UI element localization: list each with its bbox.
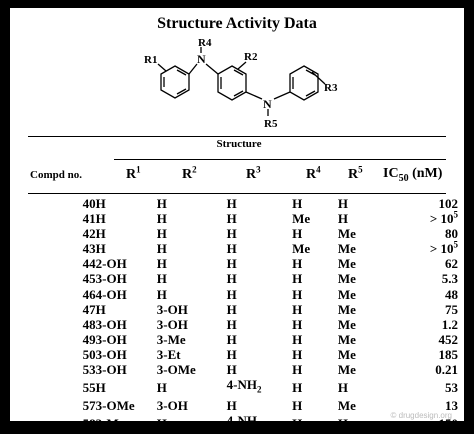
header-compd-no: Compd no. bbox=[30, 169, 82, 181]
cell-compd: 57 bbox=[82, 397, 96, 413]
cell-r4: H bbox=[292, 256, 303, 272]
table-row bbox=[28, 347, 458, 362]
cell-r4: H bbox=[292, 362, 303, 378]
watermark: © drugdesign.org bbox=[390, 411, 452, 420]
cell-r3: H bbox=[226, 286, 237, 302]
header-r1: $R^1$ bbox=[126, 164, 141, 182]
cell-r1: 2-OH bbox=[95, 256, 127, 272]
cell-compd: 44 bbox=[82, 256, 96, 272]
cell-ic50: 80 bbox=[445, 226, 458, 242]
header-r4: $R^4$ bbox=[306, 164, 321, 182]
chemical-structure-diagram bbox=[100, 36, 390, 136]
cell-r5: Me bbox=[337, 241, 356, 257]
cell-ic50: 48 bbox=[445, 286, 458, 302]
cell-compd: 41 bbox=[82, 211, 96, 227]
table-row bbox=[28, 377, 458, 398]
cell-r5: Me bbox=[337, 286, 356, 302]
cell-r4: H bbox=[292, 196, 303, 211]
cell-ic50: 150 bbox=[438, 415, 458, 431]
table-row bbox=[28, 241, 458, 256]
cell-r3: H bbox=[226, 316, 237, 332]
cell-r2: H bbox=[156, 226, 167, 242]
cell-compd: 58 bbox=[82, 415, 96, 431]
table-row bbox=[28, 317, 458, 332]
cell-r1: 3-Me bbox=[95, 415, 125, 431]
cell-ic50: 75 bbox=[445, 301, 458, 317]
cell-r4: H bbox=[292, 346, 303, 362]
cell-compd: 53 bbox=[82, 362, 96, 378]
header-r2: $R^2$ bbox=[182, 164, 197, 182]
header-r5: $R^5$ bbox=[348, 164, 363, 182]
cell-compd: 50 bbox=[82, 346, 96, 362]
cell-r3: $4-NH_2$ bbox=[226, 412, 262, 431]
cell-r4: H bbox=[292, 397, 303, 413]
cell-r2: H bbox=[156, 286, 167, 302]
header-r3: $R^3$ bbox=[246, 164, 261, 182]
table-row bbox=[28, 332, 458, 347]
structure-activity-table bbox=[28, 196, 458, 434]
cell-r4: H bbox=[292, 316, 303, 332]
cell-r2: H bbox=[156, 211, 167, 227]
cell-ic50: 53 bbox=[445, 379, 458, 395]
cell-r2: H bbox=[156, 256, 167, 272]
table-row bbox=[28, 287, 458, 302]
cell-r4: Me bbox=[292, 211, 311, 227]
cell-compd: 40 bbox=[82, 196, 96, 211]
cell-compd: 46 bbox=[82, 286, 96, 302]
structure-group-rule bbox=[114, 159, 446, 160]
table-row bbox=[28, 362, 458, 377]
cell-r3: H bbox=[226, 397, 237, 413]
cell-r3: H bbox=[226, 271, 237, 287]
cell-r3: H bbox=[226, 362, 237, 378]
table-row bbox=[28, 256, 458, 271]
cell-compd: 45 bbox=[82, 271, 96, 287]
cell-r3: H bbox=[226, 196, 237, 211]
cell-r3: H bbox=[226, 346, 237, 362]
cell-r4: H bbox=[292, 379, 303, 395]
cell-r1: 3-OH bbox=[95, 316, 127, 332]
cell-r4: Me bbox=[292, 241, 311, 257]
cell-r4: H bbox=[292, 331, 303, 347]
cell-r5: Me bbox=[337, 256, 356, 272]
cell-r1: H bbox=[95, 301, 106, 317]
r5-label: R5 bbox=[264, 118, 278, 130]
r2-label: R2 bbox=[244, 51, 258, 63]
cell-r2: 3-OMe bbox=[156, 362, 196, 378]
cell-r2: 3-OH bbox=[156, 301, 188, 317]
cell-r2: 3-OH bbox=[156, 316, 188, 332]
cell-compd: 49 bbox=[82, 331, 96, 347]
table-row bbox=[28, 196, 458, 211]
cell-r2: H bbox=[156, 379, 167, 395]
cell-r1: 3-OH bbox=[95, 362, 127, 378]
cell-r5: Me bbox=[337, 331, 356, 347]
table-row bbox=[28, 302, 458, 317]
cell-r1: H bbox=[95, 379, 106, 395]
cell-r4: H bbox=[292, 301, 303, 317]
cell-r3: H bbox=[226, 211, 237, 227]
cell-r2: H bbox=[156, 196, 167, 211]
cell-r3: H bbox=[226, 256, 237, 272]
cell-compd: 43 bbox=[82, 241, 96, 257]
cell-r2: 3-Me bbox=[156, 331, 186, 347]
n-atom-upper: N bbox=[197, 52, 206, 66]
cell-r5: Me bbox=[337, 271, 356, 287]
cell-r1: 3-OH bbox=[95, 331, 127, 347]
cell-r3: $4-NH_2$ bbox=[226, 377, 262, 395]
cell-r4: H bbox=[292, 415, 303, 431]
table-row bbox=[28, 226, 458, 241]
n-atom-lower: N bbox=[263, 97, 272, 111]
cell-r3: H bbox=[226, 301, 237, 317]
cell-r1: 3-OMe bbox=[95, 397, 135, 413]
cell-r4: H bbox=[292, 286, 303, 302]
cell-compd: 47 bbox=[82, 301, 96, 317]
cell-r1: 3-OH bbox=[95, 271, 127, 287]
cell-r4: H bbox=[292, 271, 303, 287]
cell-r1: 4-OH bbox=[95, 286, 127, 302]
cell-r5: Me bbox=[337, 362, 356, 378]
cell-r5: H bbox=[337, 379, 349, 395]
cell-ic50: 1.2 bbox=[441, 316, 458, 332]
r1-label: R1 bbox=[144, 54, 158, 66]
document-panel bbox=[10, 8, 464, 431]
cell-r1: H bbox=[95, 211, 106, 227]
cell-ic50: > $10^5$ bbox=[429, 209, 458, 227]
cell-ic50: 5.3 bbox=[441, 271, 458, 287]
cell-compd: 48 bbox=[82, 316, 96, 332]
cell-ic50: 185 bbox=[438, 346, 458, 362]
table-row bbox=[28, 211, 458, 226]
cell-r5: Me bbox=[337, 301, 356, 317]
cell-ic50: 13 bbox=[445, 397, 458, 413]
cell-r3: H bbox=[226, 226, 237, 242]
cell-r3: H bbox=[226, 241, 237, 257]
central-phenyl-ring bbox=[218, 66, 246, 100]
cell-r5: Me bbox=[337, 346, 356, 362]
r4-label: R4 bbox=[198, 37, 212, 49]
structure-group-header: Structure bbox=[216, 138, 262, 150]
cell-compd: 42 bbox=[82, 226, 96, 242]
cell-r1: H bbox=[95, 241, 106, 257]
cell-r5: Me bbox=[337, 226, 356, 242]
cell-ic50: 62 bbox=[445, 256, 458, 272]
cell-compd: 55 bbox=[82, 379, 96, 395]
cell-r5: H bbox=[337, 415, 349, 431]
cell-ic50: 102 bbox=[438, 196, 458, 211]
cell-r1: H bbox=[95, 196, 106, 211]
table-top-rule bbox=[28, 136, 446, 137]
cell-r5: Me bbox=[337, 397, 356, 413]
cell-r3: H bbox=[226, 331, 237, 347]
cell-r2: H bbox=[156, 415, 167, 431]
cell-r4: H bbox=[292, 226, 303, 242]
r3-label: R3 bbox=[324, 82, 338, 94]
cell-r2: H bbox=[156, 241, 167, 257]
cell-ic50: 452 bbox=[438, 331, 458, 347]
cell-r1: 3-OH bbox=[95, 346, 127, 362]
cell-r5: H bbox=[337, 196, 349, 211]
cell-ic50: > $10^5$ bbox=[429, 239, 458, 257]
cell-r2: 3-Et bbox=[156, 346, 181, 362]
header-ic50: $IC_{50}$ (nM) bbox=[383, 166, 443, 184]
cell-r1: H bbox=[95, 226, 106, 242]
page-title: Structure Activity Data bbox=[157, 15, 317, 32]
cell-r5: H bbox=[337, 211, 349, 227]
header-bottom-rule bbox=[28, 193, 446, 194]
right-phenyl-ring bbox=[290, 66, 318, 100]
cell-r2: 3-OH bbox=[156, 397, 188, 413]
cell-r5: Me bbox=[337, 316, 356, 332]
cell-r2: H bbox=[156, 271, 167, 287]
r2-bond bbox=[238, 62, 246, 69]
r1-bond bbox=[158, 64, 166, 71]
table-row bbox=[28, 271, 458, 286]
cell-ic50: 0.21 bbox=[435, 362, 458, 378]
